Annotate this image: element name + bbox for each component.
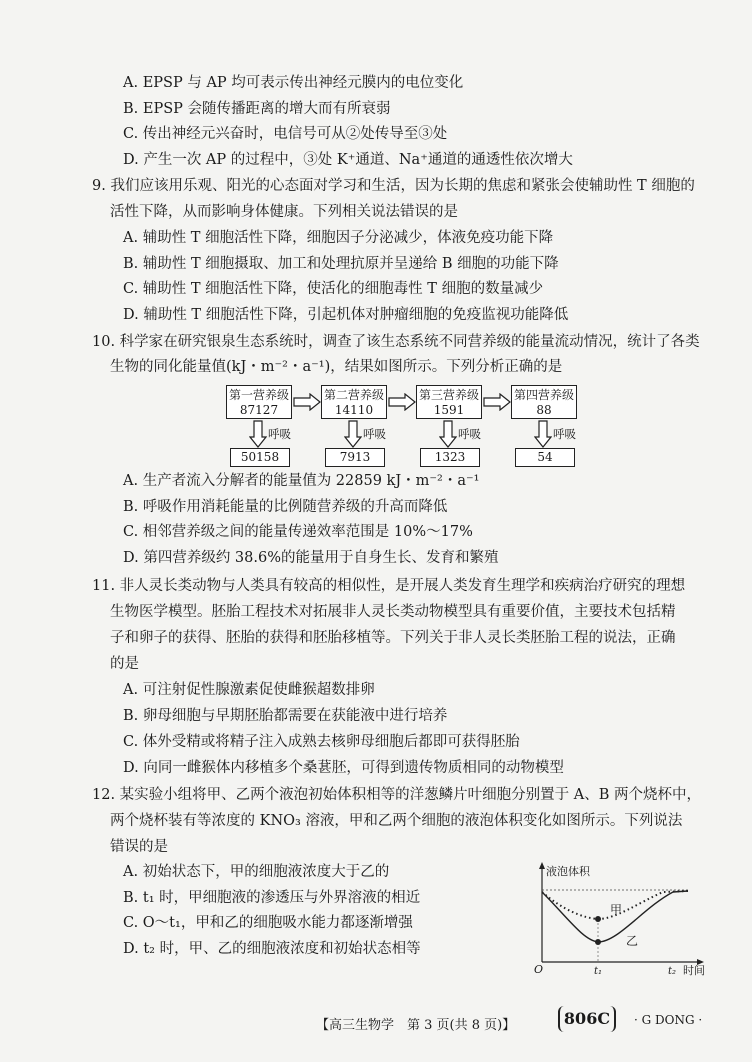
q10-option-a: A. 生产者流入分解者的能量值为 22859 kJ・m⁻²・a⁻¹: [123, 473, 480, 489]
resp-label-1: 呼吸: [268, 427, 291, 441]
q12-option-b: B. t₁ 时，甲细胞液的渗透压与外界溶液的相近: [123, 890, 421, 906]
q11-stem-line1: 11. 非人灵长类动物与人类具有较高的相似性，是开展人类发育生理学和疾病治疗研究的理想: [92, 578, 686, 594]
q9-option-d: D. 辅助性 T 细胞活性下降，引起机体对肿瘤细胞的免疫监视功能降低: [123, 307, 569, 323]
resp-label-4: 呼吸: [553, 427, 576, 441]
q9-option-c: C. 辅助性 T 细胞活性下降，使活化的细胞毒性 T 细胞的数量减少: [123, 281, 544, 297]
q12-stem-line3: 错误的是: [110, 839, 168, 855]
resp-value-4: 54: [515, 448, 575, 467]
brand-label: · G DONG ·: [634, 1013, 703, 1027]
graph-series-a-label: 甲: [610, 903, 623, 917]
q10-stem-line2: 生物的同化能量值(kJ・m⁻²・a⁻¹)，结果如图所示。下列分析正确的是: [110, 359, 563, 375]
q8-option-b: B. EPSP 会随传播距离的增大而有所衰弱: [123, 101, 391, 117]
q12-option-a: A. 初始状态下，甲的细胞液浓度大于乙的: [123, 864, 390, 880]
graph-origin-label: O: [534, 963, 544, 976]
resp-value-3: 1323: [420, 448, 480, 467]
q12-stem-line2: 两个烧杯装有等浓度的 KNO₃ 溶液，甲和乙两个细胞的液泡体积变化如图所示。下列说法: [110, 813, 683, 829]
q8-option-d: D. 产生一次 AP 的过程中，③处 K⁺通道、Na⁺通道的通透性依次增大: [123, 152, 573, 168]
q11-stem-line4: 的是: [110, 656, 139, 672]
graph-x-label: 时间: [683, 964, 705, 977]
q11-stem-line2: 生物医学模型。胚胎工程技术对拓展非人灵长类动物模型具有重要价值，主要技术包括精: [110, 604, 676, 620]
level-3-name: 第三营养级: [418, 388, 479, 402]
resp-label-3: 呼吸: [458, 427, 481, 441]
q11-option-a: A. 可注射促性腺激素促使雌猴超数排卵: [123, 682, 375, 698]
level-4-value: 88: [536, 403, 552, 417]
arrow-right-icon: [388, 393, 416, 411]
arrow-right-icon: [293, 393, 321, 411]
page-number-label: 【高三生物学 第 3 页(共 8 页)】: [316, 1018, 516, 1033]
graph-t1-label: t₁: [594, 966, 603, 977]
q9-stem-line1: 9. 我们应该用乐观、阳光的心态面对学习和生活，因为长期的焦虑和紧张会使辅助性 T 细胞的: [92, 178, 695, 194]
q11-option-c: C. 体外受精或将精子注入成熟去核卵母细胞后都即可获得胚胎: [123, 734, 520, 750]
arrow-down-icon: [534, 420, 552, 448]
q12-option-d: D. t₂ 时，甲、乙的细胞液浓度和初始状态相等: [123, 941, 421, 957]
q9-stem-line2: 活性下降，从而影响身体健康。下列相关说法错误的是: [110, 204, 458, 220]
resp-value-2: 7913: [325, 448, 385, 467]
q12-stem-line1: 12. 某实验小组将甲、乙两个液泡初始体积相等的洋葱鳞片叶细胞分别置于 A、B 两个烧杯中，: [92, 787, 702, 803]
q10-stem-line1: 10. 科学家在研究银泉生态系统时，调查了该生态系统不同营养级的能量流动情况，统计了各类: [92, 334, 700, 350]
level-1-value: 87127: [239, 403, 279, 417]
q8-option-a: A. EPSP 与 AP 均可表示传出神经元膜内的电位变化: [123, 75, 464, 91]
q8-option-c: C. 传出神经元兴奋时，电信号可从②处传导至③处: [123, 126, 448, 142]
level-3-value: 1591: [433, 403, 465, 417]
q9-option-b: B. 辅助性 T 细胞摄取、加工和处理抗原并呈递给 B 细胞的功能下降: [123, 256, 559, 272]
level-2-name: 第二营养级: [323, 388, 384, 402]
graph-series-b-label: 乙: [626, 934, 639, 948]
q10-option-c: C. 相邻营养级之间的能量传递效率范围是 10%～17%: [123, 524, 473, 540]
level-2-box: [321, 385, 387, 419]
q9-option-a: A. 辅助性 T 细胞活性下降，细胞因子分泌减少，体液免疫功能下降: [123, 230, 554, 246]
resp-label-2: 呼吸: [363, 427, 386, 441]
q10-option-d: D. 第四营养级约 38.6%的能量用于自身生长、发育和繁殖: [123, 550, 499, 566]
arrow-right-icon: [483, 393, 511, 411]
graph-y-label: 液泡体积: [546, 865, 590, 878]
level-4-name: 第四营养级: [513, 388, 574, 402]
graph-t2-label: t₂: [668, 966, 677, 977]
q11-option-b: B. 卵母细胞与早期胚胎都需要在获能液中进行培养: [123, 708, 448, 724]
paper-code-badge: 806C: [558, 1006, 616, 1032]
q12-option-c: C. O～t₁，甲和乙的细胞吸水能力都逐渐增强: [123, 915, 413, 931]
q11-stem-line3: 子和卵子的获得、胚胎的获得和胚胎移植等。下列关于非人灵长类胚胎工程的说法，正确: [110, 630, 676, 646]
level-3-box: [416, 385, 482, 419]
arrow-down-icon: [344, 420, 362, 448]
level-1-name: 第一营养级: [228, 388, 289, 402]
arrow-down-icon: [249, 420, 267, 448]
resp-value-1: 50158: [230, 448, 290, 467]
q10-option-b: B. 呼吸作用消耗能量的比例随营养级的升高而降低: [123, 499, 448, 515]
q11-option-d: D. 向同一雌猴体内移植多个桑葚胚，可得到遗传物质相同的动物模型: [123, 760, 564, 776]
level-2-value: 14110: [334, 403, 374, 417]
level-1-box: [226, 385, 292, 419]
arrow-down-icon: [439, 420, 457, 448]
level-4-box: [511, 385, 577, 419]
